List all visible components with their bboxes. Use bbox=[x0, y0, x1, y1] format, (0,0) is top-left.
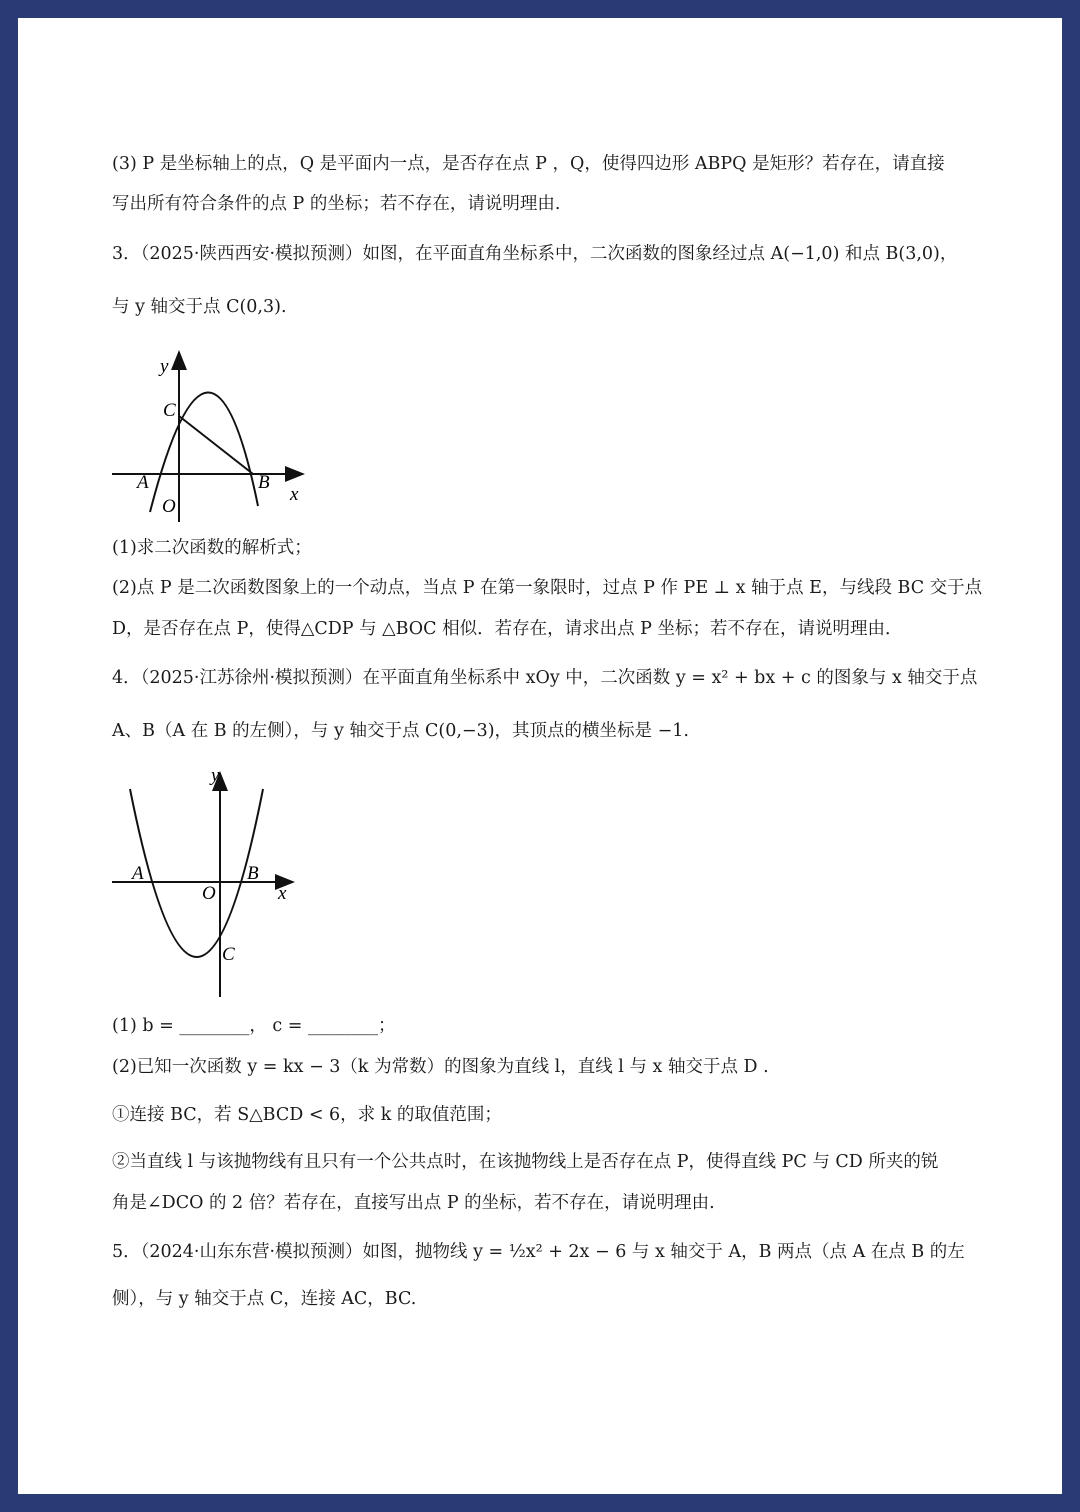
q5-stem-line1: 5．（2024·山东东营·模拟预测）如图，抛物线 y = ½x² + 2x − 6 与 x 轴交于 A，B 两点（点 A 在点 B 的左 bbox=[112, 1242, 965, 1262]
q3-stem-line2: 与 y 轴交于点 C(0,3). bbox=[112, 297, 287, 317]
point-b-label: B bbox=[247, 863, 259, 884]
q4-part1-blanks: (1) b = ________， c = ________； bbox=[112, 1016, 396, 1036]
x-axis-label: x bbox=[290, 484, 299, 505]
parabola bbox=[130, 789, 263, 957]
q3-figure bbox=[100, 336, 330, 540]
q4-stem-line2: A、B（A 在 B 的左侧），与 y 轴交于点 C(0,−3)，其顶点的横坐标是 −1. bbox=[112, 721, 689, 741]
q3-part1: (1)求二次函数的解析式； bbox=[112, 538, 312, 558]
point-c-label: C bbox=[222, 944, 235, 965]
y-axis-label: y bbox=[211, 765, 220, 786]
point-a-label: A bbox=[137, 472, 149, 493]
worksheet-page bbox=[18, 18, 1062, 1494]
q2-part3-line1: (3) P 是坐标轴上的点，Q 是平面内一点，是否存在点 P ，Q，使得四边形 ABPQ 是矩形？若存在，请直接 bbox=[112, 154, 945, 174]
origin-label: O bbox=[162, 496, 176, 517]
point-b-label: B bbox=[258, 472, 270, 493]
point-c-label: C bbox=[163, 400, 176, 421]
y-axis-label: y bbox=[160, 356, 169, 377]
q3-stem-line1: 3．（2025·陕西西安·模拟预测）如图，在平面直角坐标系中，二次函数的图象经过点 A(−1,0) 和点 B(3,0)， bbox=[112, 244, 958, 264]
q3-part2-line1: (2)点 P 是二次函数图象上的一个动点，当点 P 在第一象限时，过点 P 作 PE ⊥ x 轴于点 E，与线段 BC 交于点 bbox=[112, 578, 983, 598]
q4-part2-sub1: ①连接 BC，若 S△BCD < 6，求 k 的取值范围； bbox=[112, 1105, 502, 1125]
q4-figure bbox=[100, 763, 330, 1007]
origin-label: O bbox=[202, 883, 216, 904]
q3-part2-line2: D，是否存在点 P，使得△CDP 与 △BOC 相似．若存在，请求出点 P 坐标；若不存在，请说明理由． bbox=[112, 619, 903, 639]
q4-part2: (2)已知一次函数 y = kx − 3（k 为常数）的图象为直线 l，直线 l 与 x 轴交于点 D . bbox=[112, 1057, 769, 1077]
q4-stem-line1: 4．（2025·江苏徐州·模拟预测）在平面直角坐标系中 xOy 中，二次函数 y = x² + bx + c 的图象与 x 轴交于点 bbox=[112, 668, 978, 688]
q4-part2-sub2-line2: 角是∠DCO 的 2 倍？若存在，直接写出点 P 的坐标，若不存在，请说明理由. bbox=[112, 1193, 715, 1213]
x-axis-label: x bbox=[278, 883, 287, 904]
point-a-label: A bbox=[132, 863, 144, 884]
q2-part3-line2: 写出所有符合条件的点 P 的坐标；若不存在，请说明理由. bbox=[112, 194, 561, 214]
q5-stem-line2: 侧），与 y 轴交于点 C，连接 AC，BC. bbox=[112, 1289, 417, 1309]
q4-part2-sub2-line1: ②当直线 l 与该抛物线有且只有一个公共点时，在该抛物线上是否存在点 P，使得直线 PC 与 CD 所夹的锐 bbox=[112, 1152, 939, 1172]
